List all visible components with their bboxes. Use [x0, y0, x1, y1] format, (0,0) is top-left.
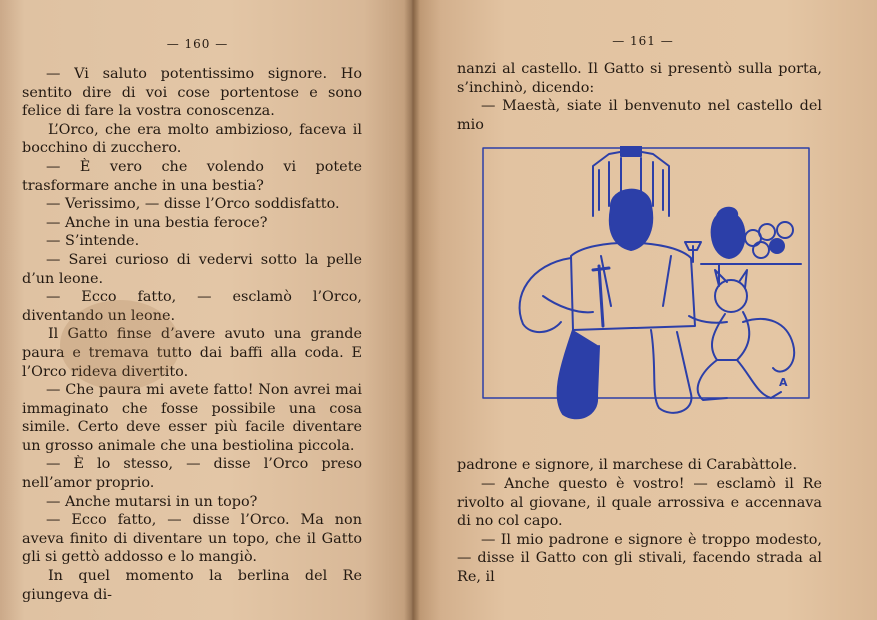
illustrator-signature: A: [779, 376, 788, 390]
paragraph: padrone e signore, il marchese di Carabàttole.: [457, 457, 798, 474]
paragraph: L’Orco, che era molto ambizioso, faceva il bocchino di zucchero.: [22, 121, 362, 157]
paragraph: In quel momento la berlina del Re giungeva di-: [22, 568, 362, 603]
paragraph: — Anche in una bestia feroce?: [46, 214, 268, 231]
paragraph: — È lo stesso, — disse l’Orco preso nell’amor proprio.: [22, 456, 362, 492]
illustration-ogre-and-cat: [481, 146, 811, 446]
paragraph: — Sarei curioso di vedervi sotto la pelle d’un leone.: [22, 251, 362, 287]
ogre-cat-drawing: [481, 146, 811, 446]
paragraph: — Che paura mi avete fatto! Non avrei mai immaginato che fosse possibile una cosa simile. Certo deve esser più facile diventare un grosso animale che una bestiolina piccola.: [22, 382, 362, 454]
right-page-bottom-text: [457, 456, 822, 586]
right-page: [413, 0, 877, 620]
left-page: [0, 0, 413, 620]
paragraph: — Il mio padrone e signore è troppo modesto, — disse il Gatto con gli stivali, facendo strada al Re, il: [457, 531, 822, 585]
paragraph: — S’intende.: [46, 233, 140, 250]
page-number-left: — 160 —: [166, 37, 229, 51]
paragraph: — Anche mutarsi in un topo?: [46, 493, 258, 510]
paragraph: — Ecco fatto, — disse l’Orco. Ma non aveva finito di diventare un topo, che il Gatto gli si gettò addosso e lo mangiò.: [22, 512, 362, 566]
paper-stain: [60, 300, 180, 390]
paragraph: Il Gatto finse d’avere avuto una grande paura e tremava tutto dai baffi alla coda. E l’Orco rideva divertito.: [22, 326, 362, 380]
book-gutter: [404, 0, 420, 620]
paragraph: — Verissimo, — disse l’Orco soddisfatto.: [46, 196, 340, 213]
right-page-top-text: [457, 60, 822, 134]
paragraph: nanzi al castello. Il Gatto si presentò sulla porta, s’inchinò, dicendo:: [457, 61, 822, 96]
paragraph: — Ecco fatto, — esclamò l’Orco, diventando un leone.: [22, 289, 362, 324]
paragraph: — Anche questo è vostro! — esclamò il Re rivolto al giovane, il quale arrossiva e accennava di no col capo.: [457, 475, 822, 530]
paragraph: — È vero che volendo vi potete trasformare anche in una bestia?: [22, 158, 362, 194]
paragraph: — Vi saluto potentissimo signore. Ho sentito dire di voi cose portentose e sono felice di fare la vostra conoscenza.: [22, 66, 362, 120]
paragraph: — Maestà, siate il benvenuto nel castello del mio: [457, 98, 822, 133]
page-number-right: — 161 —: [612, 34, 674, 48]
